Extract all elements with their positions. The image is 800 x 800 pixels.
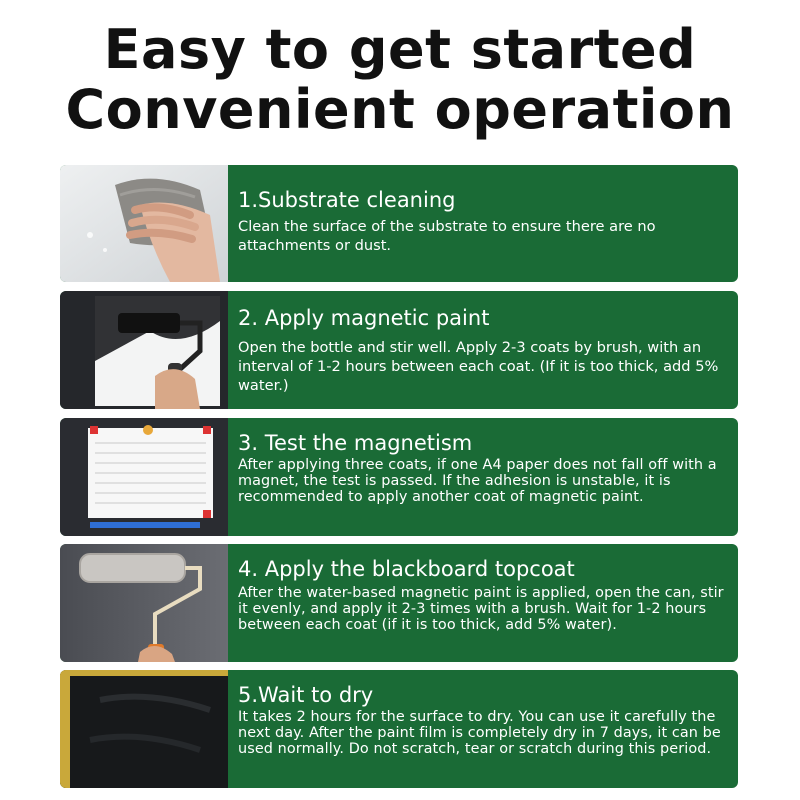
blackboard-drying-photo [60, 670, 228, 788]
step-card-5 [60, 670, 738, 788]
magnet-paper-photo [60, 418, 228, 536]
step-2-title: 2. Apply magnetic paint [238, 306, 490, 330]
step-2-description: Open the bottle and stir well. Apply 2-3 coats by brush, with an interval of 1-2 hours between each coat. (If it is too thick, add 5% water.) [238, 339, 719, 394]
step-3-title: 3. Test the magnetism [238, 431, 473, 455]
step-card-4 [60, 544, 738, 662]
hand-wiping-cloth-photo [60, 165, 228, 282]
paint-roller-photo [60, 291, 228, 409]
step-1-title: 1.Substrate cleaning [238, 188, 456, 212]
step-5-title: 5.Wait to dry [238, 683, 374, 707]
step-1-description: Clean the surface of the substrate to ensure there are no attachments or dust. [238, 218, 656, 254]
page-title-line1: Easy to get started [103, 18, 697, 81]
roller-on-wall-photo [60, 544, 228, 662]
step-5-description: It takes 2 hours for the surface to dry. You can use it carefully the next day. After the paint film is completely dry in 7 days, it can be used normally. Do not scratch, tear or scratch during this period. [238, 709, 721, 757]
step-4-description: After the water-based magnetic paint is applied, open the can, stir it evenly, and apply it 2-3 times with a brush. Wait for 1-2 hours between each coat (if it is too thick, add 5% water). [238, 585, 724, 633]
step-card-2 [60, 291, 738, 409]
page-title-line2: Convenient operation [65, 78, 735, 141]
step-card-1 [60, 165, 738, 282]
step-4-title: 4. Apply the blackboard topcoat [238, 557, 575, 581]
step-3-description: After applying three coats, if one A4 paper does not fall off with a magnet, the test is passed. If the adhesion is unstable, it is recommended to apply another coat of magnetic paint. [238, 457, 717, 505]
step-card-3 [60, 418, 738, 536]
